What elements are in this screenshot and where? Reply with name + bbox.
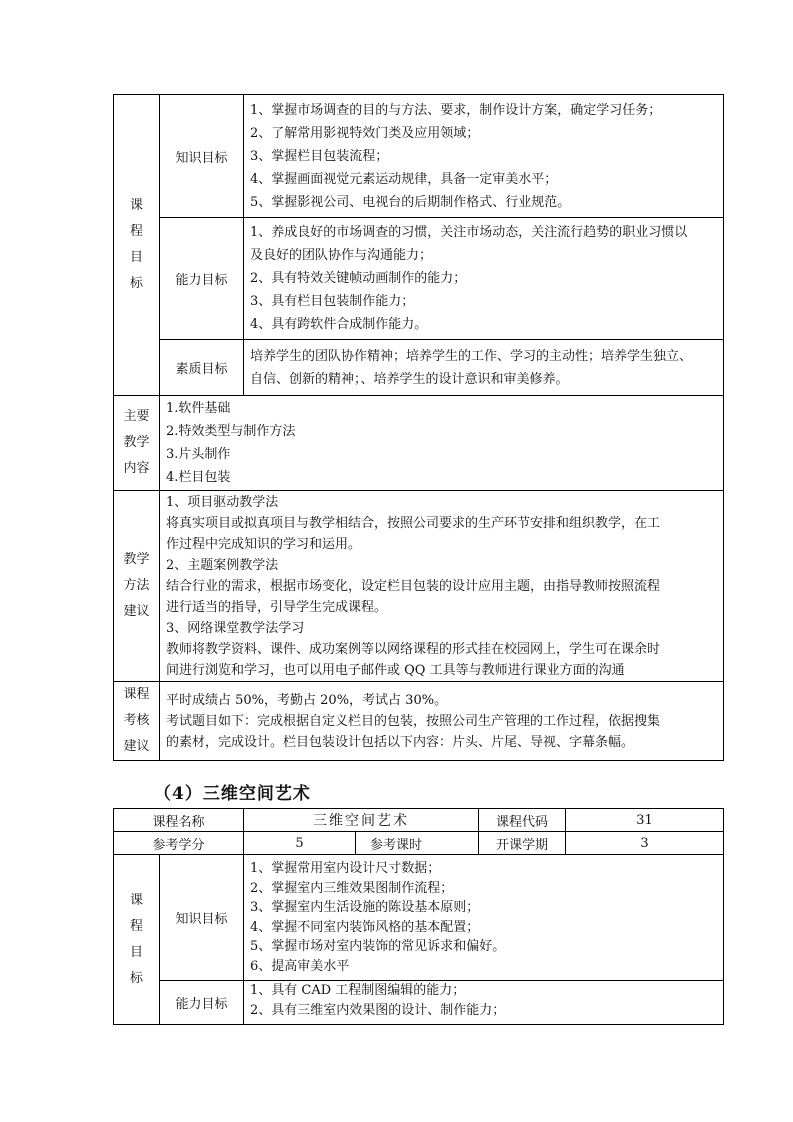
assessment-label: 课程 考核 建议	[114, 682, 160, 761]
course-info-table	[113, 808, 724, 1025]
knowledge-goal-label: 知识目标	[160, 855, 244, 981]
ability-goal-content: 1、具有 CAD 工程制图编辑的能力； 2、具有三维室内效果图的设计、制作能力；	[244, 981, 724, 1025]
teaching-method-content: 1、项目驱动教学法 将真实项目或拟真项目与教学相结合，按照公司要求的生产环节安排和组织教学，在工 作过程中完成知识的学习和运用。 2、主题案例教学法 结合行业的需求，根据市场变化，设定栏目包装的设计应用主题，由指导教师按照流程 进行适当的指导，引导学生完成课程。 3、网络课堂教学法学习 教师将教学资料、课件、成功案例等以网络课程的形式挂在校园网上，学生可在课余时 间进行浏览和学习，也可以用电子邮件或 QQ 工具等与教师进行课业方面的沟通	[160, 491, 724, 682]
course-code-label: 课程代码	[479, 809, 566, 832]
ability-goal-label: 能力目标	[160, 218, 244, 340]
term-label: 开课学期	[479, 832, 566, 855]
main-content-label: 主要 教学 内容	[114, 396, 160, 491]
term-value: 3	[566, 832, 724, 855]
course-name-value: 三维空间艺术	[244, 809, 479, 832]
list-item: 4.栏目包装	[166, 470, 231, 485]
course-name-label: 课程名称	[114, 809, 244, 832]
credit-value: 5	[244, 832, 356, 855]
credit-label: 参考学分	[114, 832, 244, 855]
ability-goal-content: 1、养成良好的市场调查的习惯，关注市场动态，关注流行趋势的职业习惯以 及良好的团队协作与沟通能力； 2、具有特效关键帧动画制作的能力； 3、具有栏目包装制作能力； 4、具有跨软件合成制作能力。	[244, 218, 724, 340]
teaching-method-label: 教学 方法 建议	[114, 491, 160, 682]
ability-goal-label: 能力目标	[160, 981, 244, 1025]
hours-label: 参考课时	[356, 832, 479, 855]
quality-goal-content: 培养学生的团队协作精神；培养学生的工作、学习的主动性；培养学生独立、 自信、创新的精神；、培养学生的设计意识和审美修养。	[244, 340, 724, 396]
quality-goal-label: 素质目标	[160, 340, 244, 396]
goals-category-label: 课 程 目 标	[114, 95, 160, 396]
list-item: 3.片头制作	[166, 447, 231, 462]
course-code-value: 31	[566, 809, 724, 832]
section-title: （4）三维空间艺术	[154, 784, 311, 804]
course-goals-table	[113, 94, 724, 761]
main-content-list	[160, 396, 724, 491]
goals-category-label: 课 程 目 标	[114, 855, 160, 1025]
knowledge-goal-content: 1、掌握常用室内设计尺寸数据； 2、掌握室内三维效果图制作流程； 3、掌握室内生活设施的陈设基本原则； 4、掌握不同室内装饰风格的基本配置； 5、掌握市场对室内装饰的常见诉求和偏好。 6、提高审美水平	[244, 855, 724, 981]
list-item: 2.特效类型与制作方法	[166, 424, 296, 439]
assessment-content: 平时成绩占 50%，考勤占 20%，考试占 30%。 考试题目如下：完成根据自定义栏目的包装，按照公司生产管理的工作过程，依据搜集 的素材，完成设计。栏目包装设计包括以下内容：片头、片尾、导视、字幕条幅。	[160, 682, 724, 761]
list-item: 1.软件基础	[166, 401, 231, 416]
knowledge-goal-label: 知识目标	[160, 95, 244, 218]
knowledge-goal-content: 1、掌握市场调查的目的与方法、要求，制作设计方案，确定学习任务； 2、了解常用影视特效门类及应用领域； 3、掌握栏目包装流程； 4、掌握画面视觉元素运动规律，具备一定审美水平； 5、掌握影视公司、电视台的后期制作格式、行业规范。	[244, 95, 724, 218]
